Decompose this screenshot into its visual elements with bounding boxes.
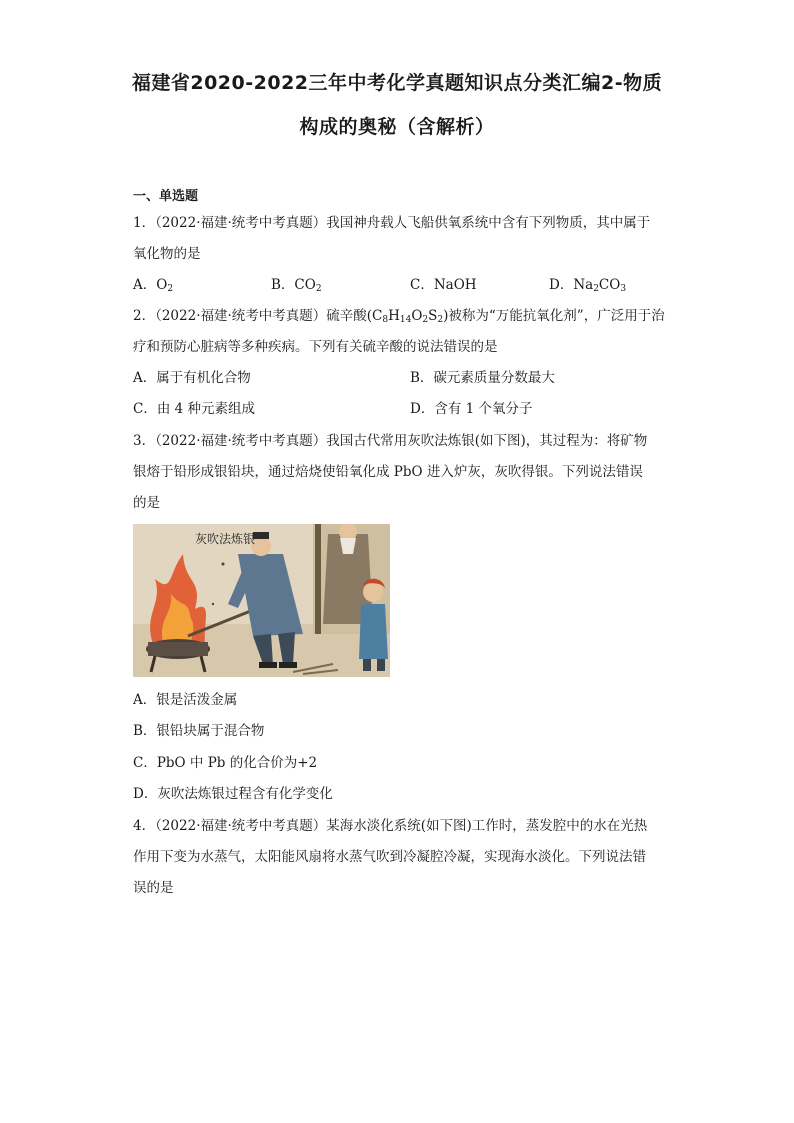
illustration-caption: 灰吹法炼银 [195,532,256,546]
q3-option-a: A．银是活泼金属 [133,692,238,708]
q3-option-b: B．银铅块属于混合物 [133,723,265,739]
q4-stem-line1: 4．（2022·福建·统考中考真题）某海水淡化系统(如下图)工作时，蒸发腔中的水在光热 [133,818,648,834]
illustration-graphic [133,524,390,677]
q3-stem-line3: 的是 [133,495,160,511]
q4-stem-line3: 误的是 [133,880,174,896]
q3-option-c: C．PbO 中 Pb 的化合价为+2 [133,755,318,771]
q1-stem-line2: 氧化物的是 [133,246,201,262]
q3-option-d: D．灰吹法炼银过程含有化学变化 [133,786,333,802]
section-heading: 一、单选题 [133,189,199,204]
q1-option-c: C．NaOH [410,277,477,293]
q3-stem-line1: 3．（2022·福建·统考中考真题）我国古代常用灰吹法炼银(如下图)，其过程为：将矿物 [133,433,648,449]
document-title-line1: 福建省2020-2022三年中考化学真题知识点分类汇编2-物质 [131,72,663,94]
q1-stem-line1: 1．（2022·福建·统考中考真题）我国神舟载人飞船供氧系统中含有下列物质，其中属于 [133,215,651,231]
q1-option-b: B．$CO_2$ [271,277,322,294]
q2-option-c: C．由 4 种元素组成 [133,401,256,417]
q2-stem-line1: 2．（2022·福建·统考中考真题）硫辛酸$(C_8H_{14}O_2S_2)$被称为“万能抗氧化剂”，广泛用于治 [133,308,665,325]
q2-option-b: B．碳元素质量分数最大 [410,370,555,386]
document-title-line2: 构成的奥秘（含解析） [299,116,495,138]
q2-stem-line2: 疗和预防心脏病等多种疾病。下列有关硫辛酸的说法错误的是 [133,339,498,355]
q1-option-a: A．$O_2$ [133,277,174,294]
q1-option-d: D．$Na_2CO_3$ [549,277,627,294]
q2-option-d: D．含有 1 个氧分子 [410,401,533,417]
q3-stem-line2: 银熔于铅形成银铅块，通过焙烧使铅氧化成 PbO 进入炉灰，灰吹得银。下列说法错误 [133,464,643,480]
q4-stem-line2: 作用下变为水蒸气，太阳能风扇将水蒸气吹到冷凝腔冷凝，实现海水淡化。下列说法错 [133,849,646,865]
silver-refining-illustration [133,524,390,677]
q2-option-a: A．属于有机化合物 [133,370,251,386]
